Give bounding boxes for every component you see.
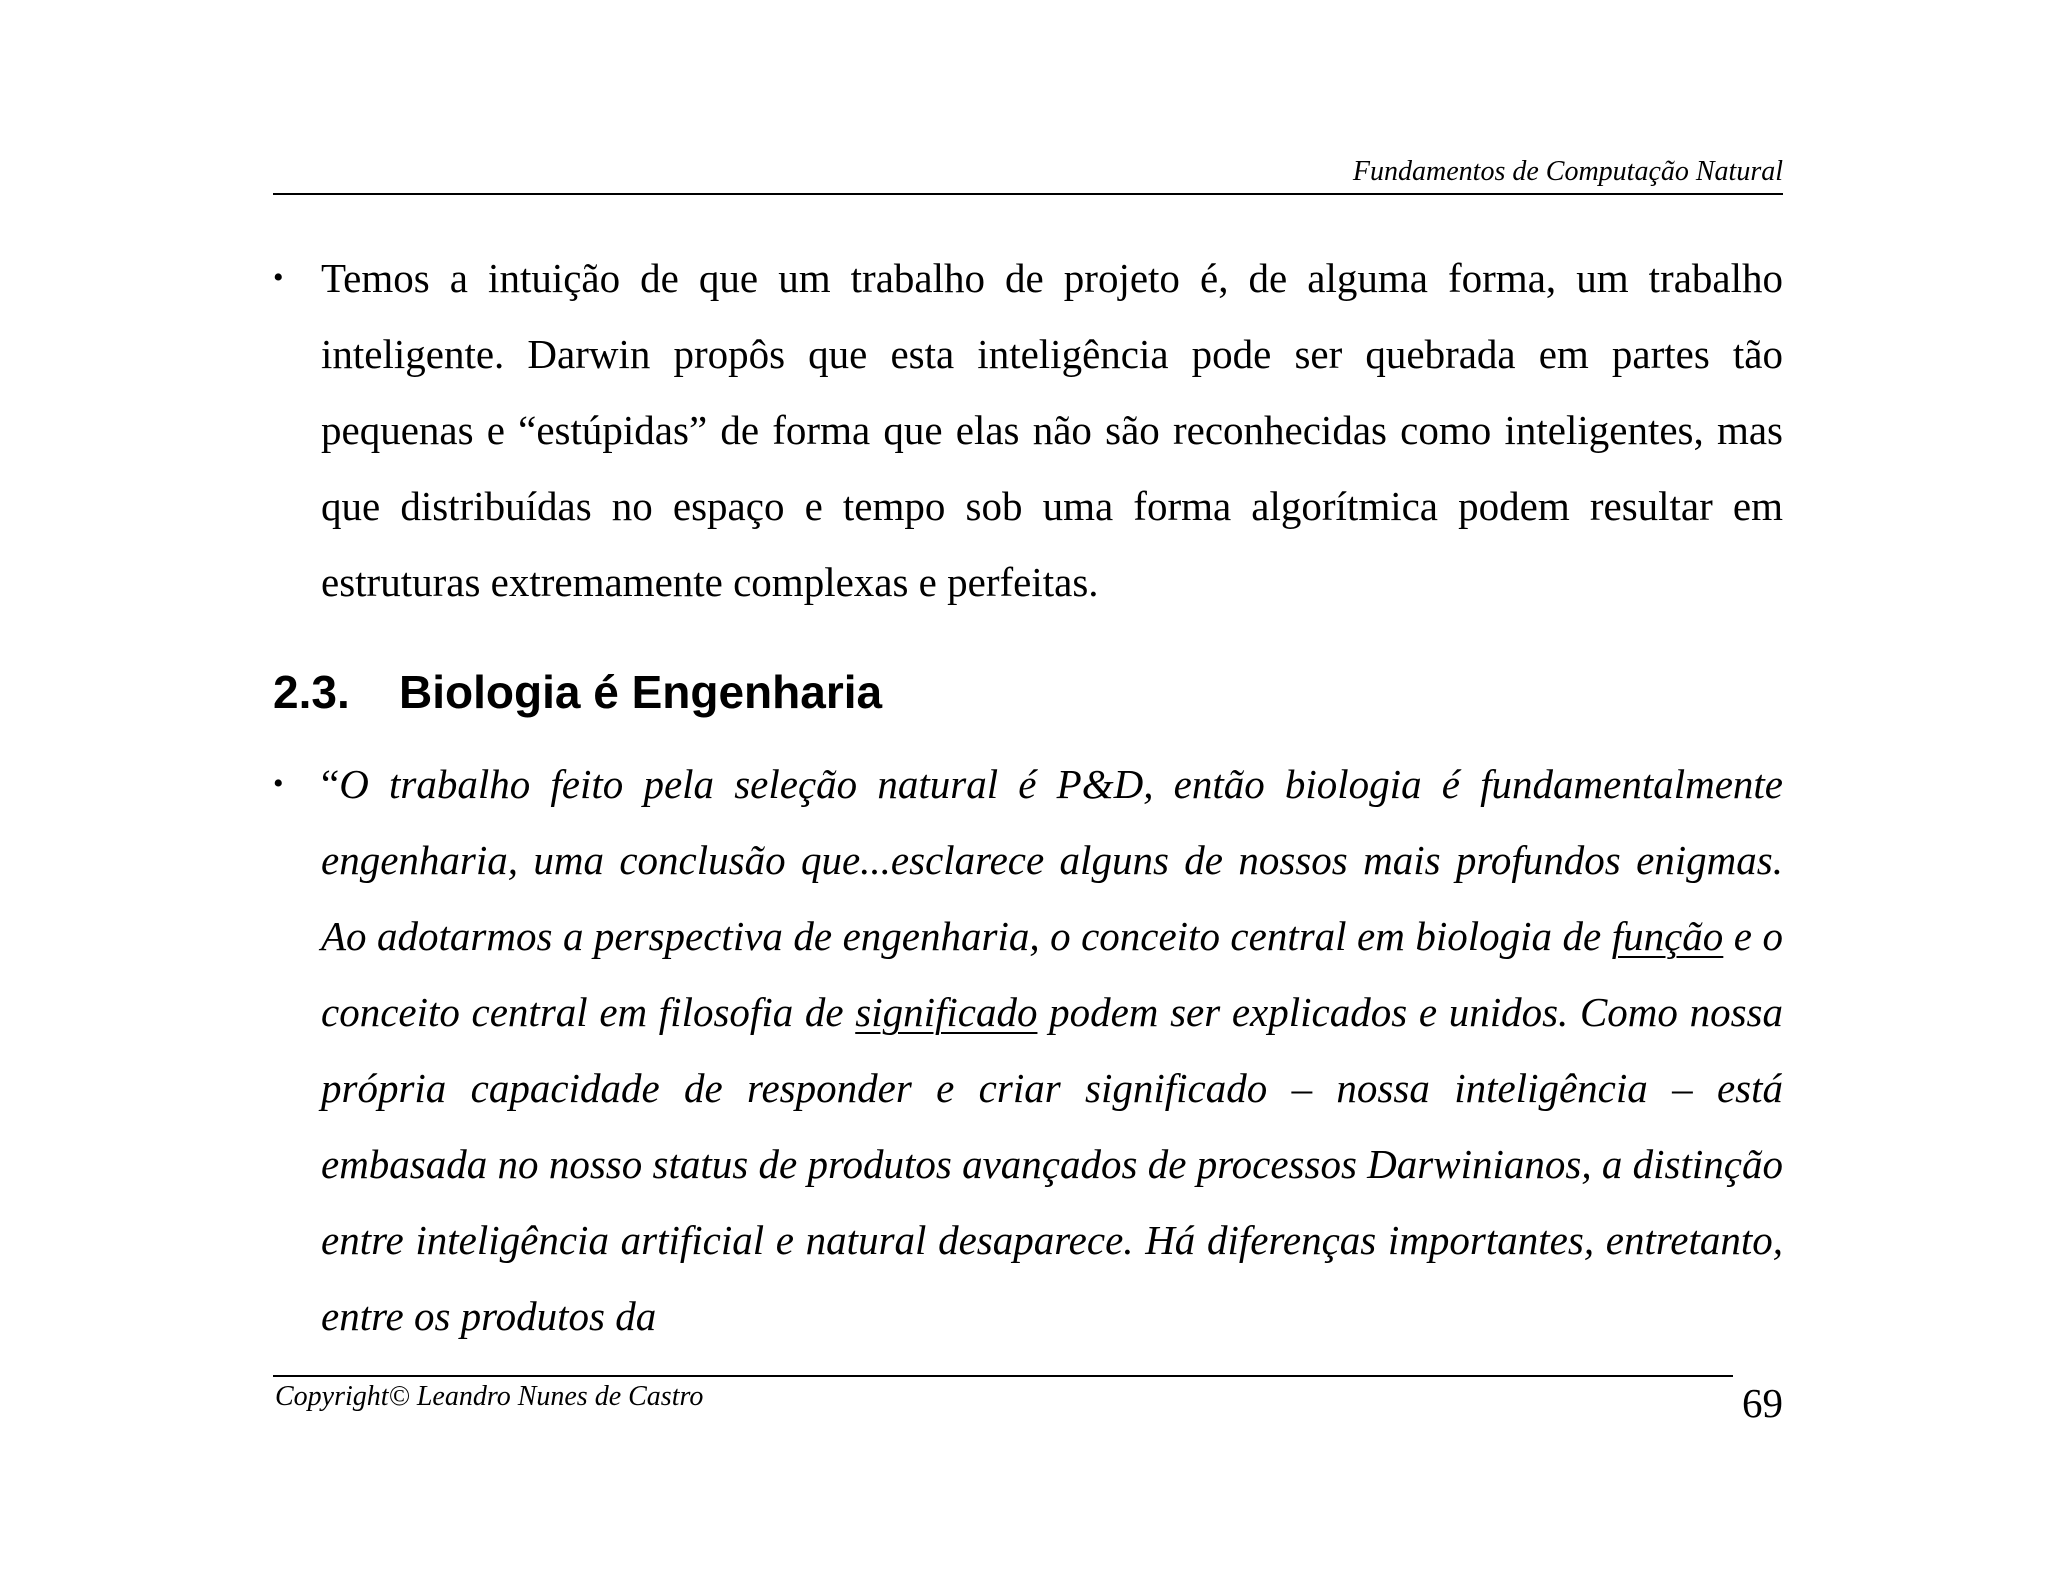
underlined-term-significado: significado [855, 989, 1038, 1035]
opening-quote-mark: “ [321, 761, 340, 807]
quote-paragraph [321, 746, 1783, 1354]
section-number: 2.3. [273, 666, 350, 718]
paragraph-text: Temos a intuição de que um trabalho de projeto é, de alguma forma, um trabalho inteligente. Darwin propôs que esta inteligência pode ser quebrada em partes tão pequenas e “estúpidas” de forma que elas não são reconhecidas como inteligentes, mas que distribuídas no espaço e tempo sob uma forma algorítmica podem resultar em estruturas extremamente complexas e perfeitas. [321, 255, 1783, 605]
quote-text-part-1: O trabalho feito pela seleção natural é P&D, então biologia é fundamentalmente engenharia, uma conclusão que...esclarece alguns de nossos mais profundos enigmas. Ao adotarmos a perspectiva de engenharia, o conceito central em biologia de [321, 761, 1783, 959]
page-number: 69 [1742, 1380, 1783, 1426]
bullet-icon: • [273, 261, 284, 294]
running-title: Fundamentos de Computação Natural [1352, 156, 1783, 187]
quote-text-part-2: e o conceito central em filosofia de [321, 913, 1783, 1035]
section-title: Biologia é Engenharia [399, 666, 883, 718]
bullet-paragraph-intuition [273, 240, 1783, 620]
section-heading [273, 654, 1783, 730]
bullet-paragraph-quote [273, 746, 1783, 1354]
copyright-notice: Copyright© Leandro Nunes de Castro [275, 1381, 704, 1412]
page-body [273, 240, 1783, 1354]
footer-rule [273, 1375, 1733, 1377]
quote-text-part-3: podem ser explicados e unidos. Como nossa própria capacidade de responder e criar significado – nossa inteligência – está embasada no nosso status de produtos avançados de processos Darwinianos, a distinção entre inteligência artificial e natural desaparece. Há diferenças importantes, entretanto, entre os produtos da [321, 989, 1783, 1339]
bullet-icon: • [273, 767, 284, 800]
underlined-term-funcao: função [1611, 913, 1724, 959]
page-header [273, 150, 1783, 195]
